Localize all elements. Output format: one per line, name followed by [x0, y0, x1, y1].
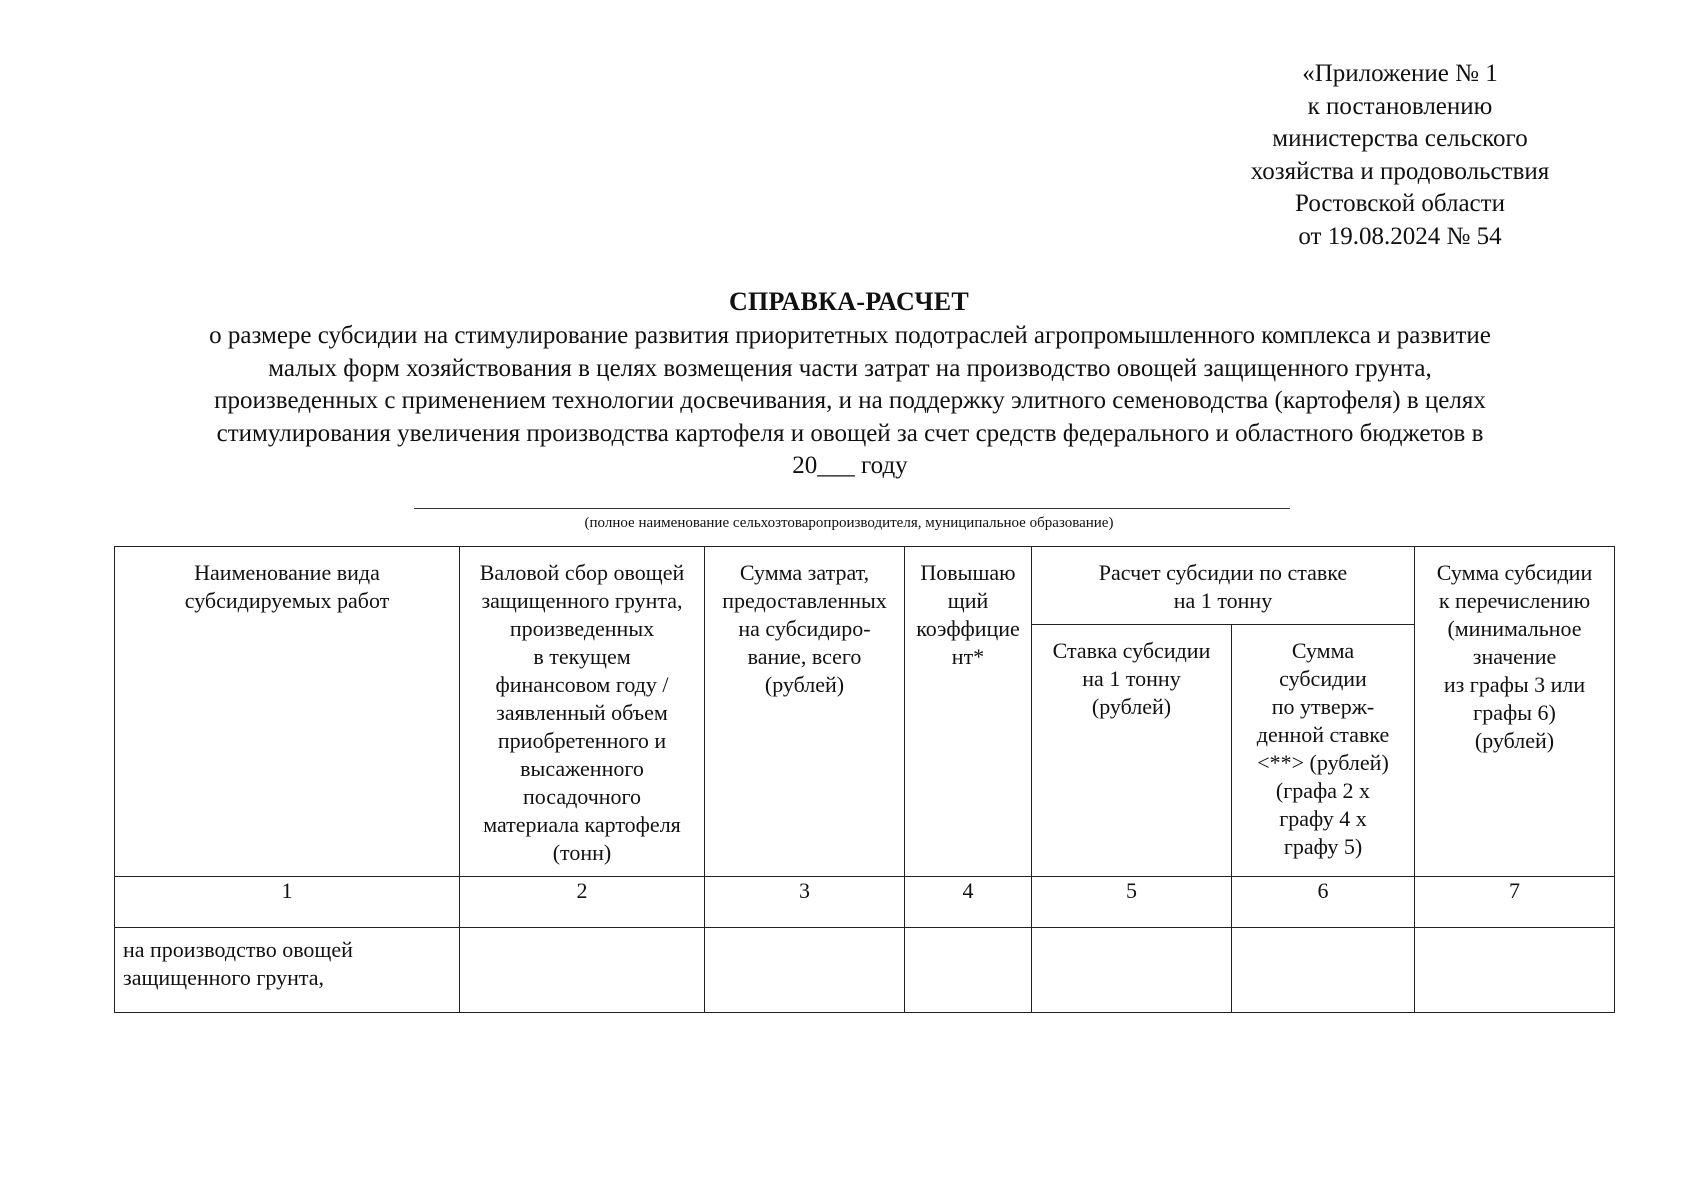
table-cell[interactable] — [705, 928, 905, 1013]
column-number: 1 — [115, 877, 460, 928]
header-gross-yield: Валовой сбор овощей защищенного грунта, произведенных в текущем финансовом году / заявленный объем приобретенного и высаженного посадочного материала картофеля (тонн) — [460, 547, 705, 877]
document-subtitle — [100, 320, 1600, 483]
column-number: 4 — [905, 877, 1032, 928]
column-number: 2 — [460, 877, 705, 928]
header-subsidy-transfer: Сумма субсидии к перечислению (минимальное значение из графы 3 или графы 6) (рублей) — [1415, 547, 1615, 877]
header-row-1 — [115, 547, 1615, 625]
subtitle-line: 20___ году — [792, 452, 908, 479]
appendix-line: хозяйства и продовольствия — [1250, 157, 1550, 185]
table-cell[interactable] — [1032, 928, 1232, 1013]
column-number-row — [115, 877, 1615, 928]
producer-name-line[interactable] — [414, 508, 1290, 509]
header-subsidy-amount: Сумма субсидии по утверж- денной ставке <**> (рублей) (графа 2 х графу 4 х графу 5) — [1232, 625, 1415, 877]
table-row — [115, 928, 1615, 1013]
subtitle-line: малых форм хозяйствования в целях возмещения части затрат на производство овощей защищенного грунта, — [268, 354, 1432, 382]
header-total-costs: Сумма затрат, предоставленных на субсидиро- вание, всего (рублей) — [705, 547, 905, 877]
appendix-line: «Приложение № 1 — [1302, 60, 1498, 87]
column-number: 7 — [1415, 877, 1615, 928]
row-work-type: на производство овощей защищенного грунта, — [115, 928, 460, 1013]
subtitle-line: произведенных с применением технологии досвечивания, и на поддержку элитного семеноводства (картофеля) в целях — [214, 387, 1486, 414]
column-number: 3 — [705, 877, 905, 928]
header-rate-calculation-group: Расчет субсидии по ставке на 1 тонну — [1032, 547, 1415, 625]
document-title: СПРАВКА-РАСЧЕТ — [728, 287, 970, 316]
header-work-type: Наименование вида субсидируемых работ — [115, 547, 460, 877]
appendix-block — [1190, 58, 1610, 253]
subsidy-calculation-table — [114, 546, 1615, 1013]
appendix-line: от 19.08.2024 № 54 — [1298, 222, 1502, 250]
column-number: 5 — [1032, 877, 1232, 928]
column-number: 6 — [1232, 877, 1415, 928]
subtitle-line: стимулирования увеличения производства картофеля и овощей за счет средств федерального и областного бюджетов в — [216, 419, 1484, 447]
table-cell[interactable] — [1415, 928, 1615, 1013]
table-cell[interactable] — [460, 928, 705, 1013]
appendix-line: министерства сельского — [1272, 125, 1528, 152]
table-cell[interactable] — [1232, 928, 1415, 1013]
appendix-line: Ростовской области — [1295, 190, 1505, 217]
appendix-line: к постановлению — [1307, 92, 1493, 120]
header-coefficient: Повышаю щий коэффицие нт* — [905, 547, 1032, 877]
producer-name-caption: (полное наименование сельхозтоваропроизводителя, муниципальное образование) — [584, 515, 1114, 531]
header-rate-per-ton: Ставка субсидии на 1 тонну (рублей) — [1032, 625, 1232, 877]
subtitle-line: о размере субсидии на стимулирование развития приоритетных подотраслей агропромышленного комплекса и развитие — [209, 322, 1491, 349]
table-cell[interactable] — [905, 928, 1032, 1013]
